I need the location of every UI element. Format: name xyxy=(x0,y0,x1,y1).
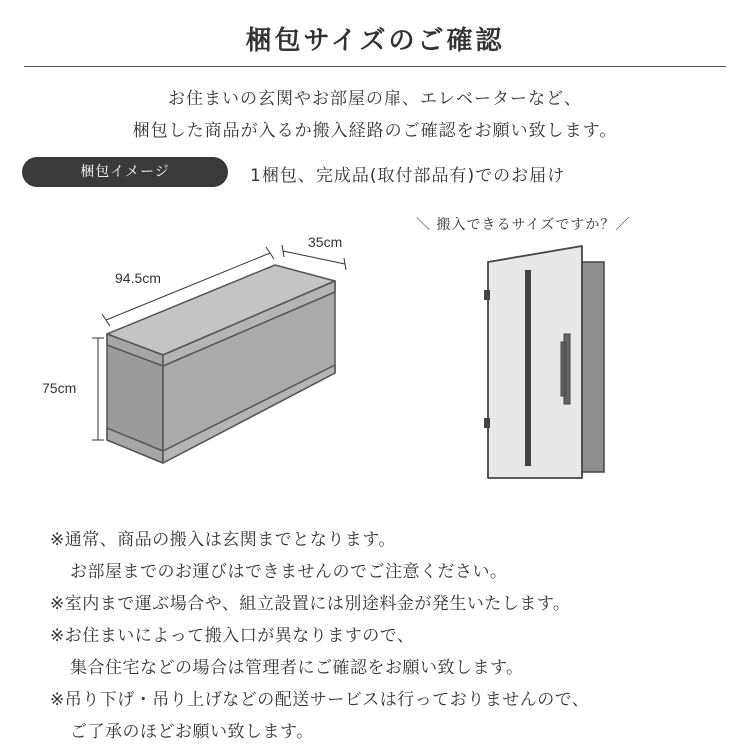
box-depth-label: 35cm xyxy=(308,234,343,250)
hinge-bottom xyxy=(484,418,490,428)
page-title: 梱包サイズのご確認 xyxy=(245,26,505,56)
box-width-label: 94.5cm xyxy=(115,270,161,286)
note-3-cont: 集合住宅などの場合は管理者にご確認をお願い致します。 xyxy=(70,658,524,678)
door-question: ＼ 搬入できるサイズですか？／ xyxy=(416,217,631,233)
package-image-badge: 梱包イメージ xyxy=(22,157,228,187)
hinge-top xyxy=(484,290,490,300)
intro-line-2: 梱包した商品が入るか搬入経路のご確認をお願い致します。 xyxy=(132,121,618,141)
note-1-cont: お部屋までのお運びはできませんのでご注意ください。 xyxy=(70,562,508,582)
box-height-label: 75cm xyxy=(42,380,77,396)
package-description: 1梱包、完成品(取付部品有)でのお届け xyxy=(250,166,566,186)
intro-line-1: お住まいの玄関やお部屋の扉、エレベーターなど、 xyxy=(168,89,582,109)
note-1: ※通常、商品の搬入は玄関までとなります。 xyxy=(50,530,396,550)
note-4-cont: ご了承のほどお願い致します。 xyxy=(70,722,314,742)
note-4: ※吊り下げ・吊り上げなどの配送サービスは行っておりませんので、 xyxy=(50,690,590,710)
note-3: ※お住まいによって搬入口が異なりますので、 xyxy=(50,626,415,646)
note-2: ※室内まで運ぶ場合や、組立設置には別途料金が発生いたします。 xyxy=(50,594,571,614)
door-slit xyxy=(525,270,531,466)
door-handle xyxy=(561,334,570,404)
